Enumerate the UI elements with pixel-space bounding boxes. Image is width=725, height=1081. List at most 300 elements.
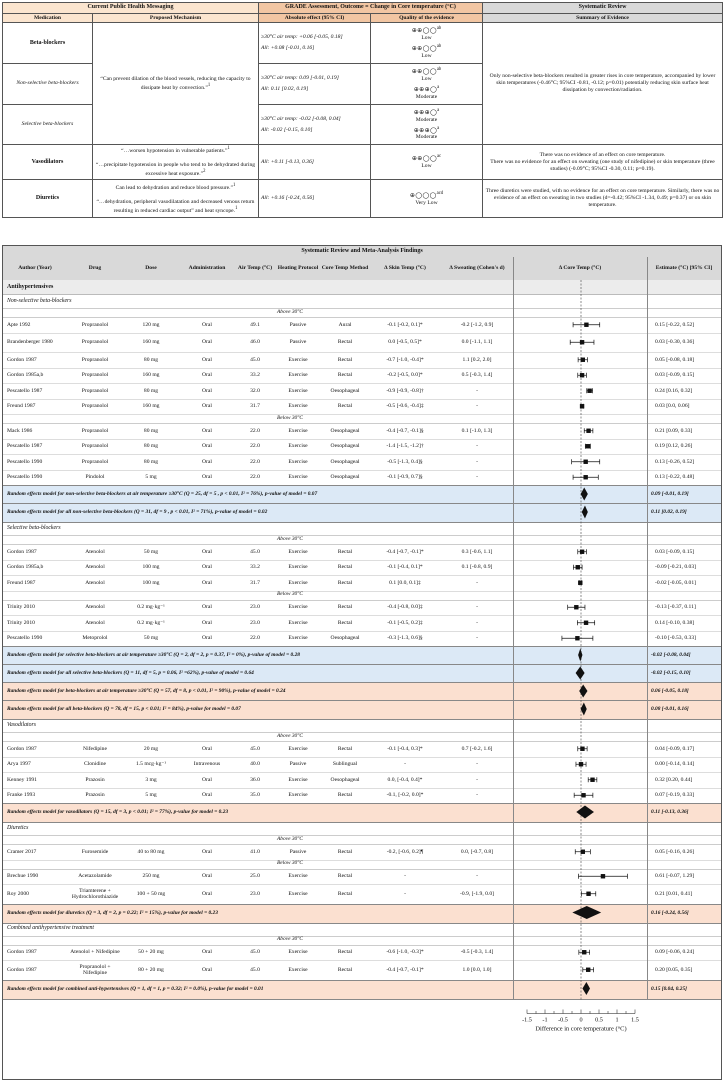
point-estimate xyxy=(584,323,588,327)
x-tick-label: -1 xyxy=(542,1016,548,1024)
cell-air: 23.0 xyxy=(250,890,260,897)
cell-core: Rectal xyxy=(337,339,353,346)
cell-estimate: -0.10 [-0.53, 0.33] xyxy=(655,635,697,642)
point-estimate xyxy=(580,404,584,408)
cell-estimate: 0.21 [0.09, 0.33] xyxy=(655,427,693,434)
point-estimate xyxy=(586,892,590,896)
cell-core: Oesophageal xyxy=(330,427,360,434)
cell-admin: Oral xyxy=(202,873,212,880)
section-label: Vasodilators xyxy=(7,721,36,728)
pooled-diamond xyxy=(581,703,587,716)
x-tick-label: 1 xyxy=(615,1016,619,1024)
cell-drug: Propranolol xyxy=(81,458,109,465)
cell-estimate: 0.03 [-0.30, 0.36] xyxy=(655,339,695,346)
cell-sweat: 1.1 [0.2, 2.0] xyxy=(462,356,492,363)
cell-dose: 160 mg xyxy=(142,372,160,379)
x-tick-label: -0.5 xyxy=(558,1016,568,1024)
med-vasodilators: Vasodilators xyxy=(3,145,93,180)
cell-drug: Metoprolol xyxy=(82,635,108,642)
cell-skin: -0.4 [-0.8, 0.0]‡ xyxy=(387,604,423,611)
cell-skin: -0.1 [-0.4, 0.3]* xyxy=(387,745,423,752)
col-air-temp: Air Temp (°C) xyxy=(237,265,273,272)
col-heating: Heating Protocol xyxy=(277,265,319,272)
figure xyxy=(2,2,722,1033)
cell-admin: Oral xyxy=(202,372,212,379)
pooled-diamond xyxy=(581,488,588,501)
cell-author: Roy 2000 xyxy=(7,890,29,897)
cell-sweat: - xyxy=(476,458,478,465)
cell-drug: Nifedipine xyxy=(83,745,107,752)
cell-estimate: 0.00 [-0.14, 0.14] xyxy=(655,761,695,768)
point-estimate xyxy=(578,581,582,585)
cell-skin: -0.4 [-0.7, -0.1]* xyxy=(386,966,424,973)
cell-skin: -1.4 [-1.5, -1.2]† xyxy=(386,443,424,450)
forest-plot-marks xyxy=(3,246,721,1081)
cell-air: 32.0 xyxy=(250,387,260,394)
point-estimate xyxy=(579,762,583,766)
cell-estimate: 0.07 [-0.19, 0.33] xyxy=(655,792,695,799)
cell-drug: Propranolol xyxy=(81,427,109,434)
cell-sweat: 0.1 [-0.8, 0.9] xyxy=(461,564,493,571)
cell-sweat: - xyxy=(476,619,478,626)
cell-core: Rectal xyxy=(337,848,353,855)
cell-sweat: 0.3 [-0.6, 1.1] xyxy=(461,548,493,555)
beta-mechanism: “Can prevent dilation of the blood vessels, reducing the capacity to dissipate heat by convection.”$^1$ xyxy=(93,23,259,145)
cell-core: Rectal xyxy=(337,949,353,956)
cell-skin: -0.4 [-0.7, -0.1]* xyxy=(386,548,424,555)
vaso-mechanism: “…worsen hypotension in vulnerable patients.”$^1$ “…precipitate hypotension in people who tend to be dehydrated during excessive heat exposure.”$^2$ xyxy=(93,145,259,180)
cell-heat: Passive xyxy=(289,761,307,768)
cell-drug: Furosemide xyxy=(81,848,109,855)
cell-estimate: 0.09 [-0.06, 0.24] xyxy=(655,949,695,956)
cell-air: 22.0 xyxy=(250,443,260,450)
cell-skin: -0.2 [-0.5, 0.0]* xyxy=(387,372,423,379)
point-estimate xyxy=(575,636,579,640)
cell-skin: -0.4 [-0.7, -0.1]§ xyxy=(386,427,424,434)
point-estimate xyxy=(586,968,590,972)
pooled-diamond xyxy=(572,906,601,919)
random-effects-estimate: 0.08 [-0.01, 0.16] xyxy=(651,706,689,713)
col-dose: Dose xyxy=(145,265,157,272)
cell-air: 45.0 xyxy=(250,745,260,752)
med-nonselective: Non-selective beta-blockers xyxy=(3,64,93,105)
cell-admin: Oral xyxy=(202,427,212,434)
cell-skin: -0.7 [-1.0, -0.4]* xyxy=(386,356,424,363)
cell-air: 22.0 xyxy=(250,635,260,642)
cell-estimate: -0.13 [-0.37, 0.11] xyxy=(655,604,696,611)
med-beta-blockers: Beta-blockers xyxy=(3,23,93,64)
cell-sweat: - xyxy=(476,474,478,481)
cell-air: 31.7 xyxy=(250,579,260,586)
cell-sweat: - xyxy=(476,776,478,783)
cell-estimate: 0.24 [0.16, 0.32] xyxy=(655,387,693,394)
col-mechanism: Proposed Mechanism xyxy=(93,13,259,23)
abs-beta-blockers: ≥30°C air temp: +0.06 [-0.05, 0.18] All: +0.08 [-0.01, 0.16] xyxy=(259,23,371,64)
cell-admin: Oral xyxy=(202,949,212,956)
pooled-diamond xyxy=(576,667,585,680)
cell-sweat: -0.2 [-1.2, 0.9] xyxy=(460,321,494,328)
cell-air: 35.0 xyxy=(250,792,260,799)
cell-drug: Prazosin xyxy=(85,792,105,799)
cell-author: Trinity 2010 xyxy=(7,604,35,611)
cell-sweat: -0.9, [-1.9, 0.0] xyxy=(459,890,495,897)
cell-sweat: -0.5 [-0.3, 1.4] xyxy=(460,949,494,956)
beta-summary: Only non-selective beta-blockers resulted in greater rises in core temperature, accompanied by lower skin temperatures (-0.46°C; 95%CI -0.81, -0.12; p=0.01) potentially reducing skin surface heat dissipation by convection/radiation. xyxy=(483,23,723,145)
x-tick-label: 1.5 xyxy=(631,1016,639,1024)
cell-heat: Passive xyxy=(289,848,307,855)
point-estimate xyxy=(581,793,585,797)
random-effects-estimate: 0.09 [-0.01, 0.19] xyxy=(651,491,689,498)
cell-skin: 0.0 [-0.5, 0.5]* xyxy=(388,339,422,346)
temperature-label: Below 30°C xyxy=(277,414,303,421)
cell-core: Rectal xyxy=(337,403,353,410)
cell-drug: Acetazolamide xyxy=(78,873,112,880)
cell-heat: Passive xyxy=(289,321,307,328)
header-grade: GRADE Assessment, Outcome = Change in Core temperature (°C) xyxy=(259,3,483,14)
cell-air: 45.0 xyxy=(250,356,260,363)
cell-skin: - xyxy=(404,761,406,768)
random-effects-label: Random effects model for vasodilators (Q = 15, df = 3, p < 0.01; I² = 77%), p-value for model = 0.23 xyxy=(7,809,229,816)
cell-author: Pescatello 1990 xyxy=(7,474,43,481)
cell-admin: Oral xyxy=(202,579,212,586)
x-tick-label: 0.5 xyxy=(595,1016,603,1024)
cell-estimate: 0.03 [-0.09, 0.15] xyxy=(655,372,695,379)
col-medication: Medication xyxy=(3,13,93,23)
col-author: Author (Year) xyxy=(18,265,52,272)
cell-skin: 0.1 [0.0, 0.1]‡ xyxy=(389,579,421,586)
cell-core: Rectal xyxy=(337,372,353,379)
cell-author: Trinity 2010 xyxy=(7,619,35,626)
cell-air: 23.0 xyxy=(250,604,260,611)
cell-dose: 80 mg xyxy=(143,443,159,450)
random-effects-label: Random effects model for beta-blockers at air temperature ≥30°C (Q = 57, df = 8, p < 0.01, I² = 90%), p-value of model = 0.24 xyxy=(7,688,286,695)
cell-sweat: 0.0, [-0.7, 0.8] xyxy=(460,848,494,855)
cell-core: Rectal xyxy=(337,579,353,586)
cell-heat: Exercise xyxy=(288,579,308,586)
cell-sweat: - xyxy=(476,387,478,394)
cell-admin: Oral xyxy=(202,792,212,799)
cell-skin: -0.5 [-1.3, 0.4]§ xyxy=(387,458,423,465)
cell-drug: Propranolol xyxy=(81,443,109,450)
cell-skin: -0.5 [-0.6, -0.4]‡ xyxy=(386,403,424,410)
cell-core: Oesophageal xyxy=(330,776,360,783)
random-effects-estimate: 0.11 [-0.13, 0.36] xyxy=(651,809,689,816)
random-effects-label: Random effects model for all selective beta-blockers (Q = 11, df = 5, p = 0.06, I² =62%), p-value of model = 0.64 xyxy=(7,670,254,677)
cell-dose: 5 mg xyxy=(145,792,157,799)
cell-dose: 160 mg xyxy=(142,403,160,410)
cell-core: Rectal xyxy=(337,619,353,626)
cell-author: Cramer 2017 xyxy=(7,848,37,855)
column-divider xyxy=(647,257,648,1000)
med-selective: Selective beta-blockers xyxy=(3,104,93,145)
quality-selective: ⊕⊕⊕◯$^a$ Moderate ⊕⊕⊕◯$^a$ Moderate xyxy=(371,104,483,145)
cell-sweat: - xyxy=(476,792,478,799)
cell-estimate: 0.03 [0.0, 0.06] xyxy=(655,403,690,410)
header-public-messaging: Current Public Health Messaging xyxy=(3,3,259,14)
col-core-method: Core Temp Method xyxy=(321,265,369,272)
cell-heat: Exercise xyxy=(288,564,308,571)
cell-air: 25.0 xyxy=(250,873,260,880)
cell-air: 33.2 xyxy=(250,372,260,379)
cell-skin: -0.1 [-0.9, 0.7]§ xyxy=(387,474,423,481)
temperature-label: Above 30°C xyxy=(277,535,303,542)
cell-admin: Oral xyxy=(202,443,212,450)
cell-author: Pescatello 1987 xyxy=(7,387,43,394)
random-effects-label: Random effects model for all non-selective beta-blockers (Q = 31, df = 9 , p < 0.01, I² = 71%), p-value of model = 0.02 xyxy=(7,509,268,516)
cell-heat: Exercise xyxy=(288,372,308,379)
cell-skin: - xyxy=(404,890,406,897)
cell-drug: Propranolol xyxy=(81,321,109,328)
cell-drug: Prazosin xyxy=(85,776,105,783)
cell-sweat: - xyxy=(476,579,478,586)
cell-estimate: 0.15 [-0.22, 0.52] xyxy=(655,321,695,328)
cell-author: Freund 1987 xyxy=(7,403,36,410)
cell-admin: Oral xyxy=(202,458,212,465)
cell-skin: -0.3 [-1.3, 0.6]§ xyxy=(387,635,423,642)
cell-air: 22.0 xyxy=(250,427,260,434)
abs-nonselective: ≥30°C air temp: 0.09 [-0.01, 0.19] All: 0.11 [0.02, 0.19] xyxy=(259,64,371,105)
x-axis-label: Difference in core temperature (°C) xyxy=(535,1025,627,1033)
cell-admin: Intravenous xyxy=(193,761,221,768)
cell-drug: Atenolol xyxy=(85,548,105,555)
cell-author: Pescatello 1987 xyxy=(7,443,43,450)
cell-author: Gordon 1987 xyxy=(7,949,37,956)
cell-dose: 50 + 20 mg xyxy=(138,949,164,956)
cell-heat: Exercise xyxy=(288,604,308,611)
col-administration: Administration xyxy=(188,265,226,272)
random-effects-estimate: 0.16 [-0.24, 0.56] xyxy=(651,909,689,916)
cell-dose: 80 mg xyxy=(143,458,159,465)
point-estimate xyxy=(580,747,584,751)
cell-admin: Oral xyxy=(202,635,212,642)
cell-sweat: - xyxy=(476,761,478,768)
cell-heat: Exercise xyxy=(288,548,308,555)
cell-heat: Exercise xyxy=(288,356,308,363)
random-effects-label: Random effects model for diuretics (Q = 3, df = 2, p = 0.22; I² = 15%), p-value for model = 0.23 xyxy=(7,909,218,916)
temperature-label: Above 30°C xyxy=(277,732,303,739)
quality-vasodilators: ⊕⊕◯◯$^{ac}$ Low xyxy=(371,145,483,180)
cell-drug: Atenolol xyxy=(85,579,105,586)
cell-sweat: - xyxy=(476,873,478,880)
col-estimate: Estimate (°C) [95% CI] xyxy=(655,265,713,272)
cell-air: 46.0 xyxy=(250,339,260,346)
cell-admin: Oral xyxy=(202,776,212,783)
cell-admin: Oral xyxy=(202,966,212,973)
col-quality: Quality of the evidence xyxy=(371,13,483,23)
cell-air: 23.0 xyxy=(250,619,260,626)
temperature-label: Below 30°C xyxy=(277,860,303,867)
cell-author: Kenney 1991 xyxy=(7,776,37,783)
cell-author: Freund 1987 xyxy=(7,579,36,586)
cell-author: Pescatello 1990 xyxy=(7,635,43,642)
cell-skin: -0.9 [-0.9, -0.8]† xyxy=(386,387,424,394)
cell-admin: Oral xyxy=(202,604,212,611)
point-estimate xyxy=(574,605,578,609)
cell-heat: Passive xyxy=(289,339,307,346)
point-estimate xyxy=(586,429,590,433)
cell-heat: Exercise xyxy=(288,745,308,752)
pooled-diamond xyxy=(582,506,588,519)
cell-heat: Exercise xyxy=(288,443,308,450)
cell-drug: Atenolol xyxy=(85,564,105,571)
cell-estimate: 0.20 [0.05, 0.35] xyxy=(655,966,693,973)
point-estimate xyxy=(583,460,587,464)
cell-admin: Oral xyxy=(202,745,212,752)
cell-heat: Exercise xyxy=(288,873,308,880)
cell-dose: 50 mg xyxy=(143,548,159,555)
cell-dose: 100 mg xyxy=(142,564,160,571)
cell-air: 45.0 xyxy=(250,966,260,973)
cell-author: Arya 1997 xyxy=(7,761,31,768)
cell-air: 40.0 xyxy=(250,761,260,768)
cell-air: 49.1 xyxy=(250,321,260,328)
cell-sweat: - xyxy=(476,635,478,642)
col-skin-temp: Δ Skin Temp (°C) xyxy=(384,265,426,272)
cell-skin: -0.2, [-0.6, 0.2]¶ xyxy=(386,848,424,855)
cell-skin: -0.1 [-0.4, 0.1]* xyxy=(387,564,423,571)
cell-dose: 80 mg xyxy=(143,387,159,394)
cell-air: 45.0 xyxy=(250,949,260,956)
cell-dose: 100 mg xyxy=(142,579,160,586)
pooled-diamond xyxy=(582,982,590,995)
cell-drug: Triamterene + Hydrochlorothiazide xyxy=(71,887,119,900)
x-tick-label: 0 xyxy=(579,1016,583,1024)
cell-author: Gordon 1985a,b xyxy=(7,564,44,571)
point-estimate xyxy=(576,565,580,569)
section-label: Diuretics xyxy=(7,824,29,831)
cell-skin: -0.1 [-0.5, 0.2]‡ xyxy=(387,619,423,626)
cell-dose: 1.5 mcg·kg⁻¹ xyxy=(135,761,167,768)
cell-estimate: 0.14 [-0.10, 0.38] xyxy=(655,619,695,626)
cell-core: Rectal xyxy=(337,890,353,897)
temperature-label: Above 30°C xyxy=(277,936,303,943)
cell-sweat: - xyxy=(476,443,478,450)
abs-selective: ≥30°C air temp: -0.02 [-0.08, 0.04] All: -0.02 [-0.15, 0.10] xyxy=(259,104,371,145)
point-estimate xyxy=(586,444,590,448)
section-label: Non-selective beta-blockers xyxy=(7,297,72,304)
cell-sweat: 0.7 [-0.2, 1.6] xyxy=(461,745,493,752)
random-effects-label: Random effects model for all beta-blockers (Q = 78, df = 15, p < 0.01; I² = 84%), p-value for model = 0.07 xyxy=(7,706,241,713)
cell-admin: Oral xyxy=(202,356,212,363)
cell-heat: Exercise xyxy=(288,776,308,783)
cell-admin: Oral xyxy=(202,548,212,555)
cell-skin: -0.6 [-1.0, -0.3]* xyxy=(386,949,424,956)
cell-core: Rectal xyxy=(337,548,353,555)
cell-admin: Oral xyxy=(202,339,212,346)
point-estimate xyxy=(581,358,585,362)
cell-admin: Oral xyxy=(202,403,212,410)
section-label: Selective beta-blockers xyxy=(7,524,61,531)
cell-dose: 50 mg xyxy=(143,635,159,642)
abs-vasodilators: All: +0.11 [-0.13, 0.36] xyxy=(259,145,371,180)
cell-heat: Exercise xyxy=(288,403,308,410)
cell-estimate: 0.19 [0.12, 0.26] xyxy=(655,443,693,450)
cell-admin: Oral xyxy=(202,387,212,394)
cell-air: 45.0 xyxy=(250,548,260,555)
cell-drug: Propranolol xyxy=(81,403,109,410)
cell-author: Gordon 1987 xyxy=(7,548,37,555)
pooled-diamond xyxy=(576,806,594,819)
cell-core: Sublingual xyxy=(332,761,358,768)
cell-dose: 5 mg xyxy=(145,474,157,481)
cell-estimate: -0.02 [-0.05, 0.01] xyxy=(655,579,697,586)
cell-core: Rectal xyxy=(337,792,353,799)
cell-author: Gordon 1985a,b xyxy=(7,372,44,379)
cell-drug: Propranolol xyxy=(81,339,109,346)
temperature-label: Above 30°C xyxy=(277,308,303,315)
diuretic-summary: Three diuretics were studied, with no evidence for an effect on core temperature. Similarly, there was no evidence of an effect on sweating in two studies (d=-0.42; 95%CI -1.34, 0.49; p=0.37) or on skin temperature. xyxy=(483,180,723,218)
cell-air: 22.0 xyxy=(250,474,260,481)
cell-air: 33.2 xyxy=(250,564,260,571)
point-estimate xyxy=(587,389,591,393)
cell-sweat: 0.5 [-0.3, 1.4] xyxy=(461,372,493,379)
cell-estimate: 0.03 [-0.09, 0.15] xyxy=(655,548,695,555)
point-estimate xyxy=(580,340,584,344)
cell-author: Gordon 1987 xyxy=(7,356,37,363)
x-tick-label: -1.5 xyxy=(522,1016,532,1024)
cell-drug: Propranolol xyxy=(81,372,109,379)
random-effects-estimate: 0.11 [0.02, 0.19] xyxy=(651,509,687,516)
cell-sweat: 1.0 [0.0, 1.0] xyxy=(462,966,492,973)
cell-heat: Exercise xyxy=(288,387,308,394)
cell-author: Apte 1992 xyxy=(7,321,31,328)
cell-drug: Pindolol xyxy=(85,474,105,481)
random-effects-estimate: 0.06 [-0.05, 0.18] xyxy=(651,688,689,695)
column-divider xyxy=(513,257,514,1000)
cell-dose: 0.2 mg·kg⁻¹ xyxy=(137,619,165,626)
random-effects-label: Random effects model for non-selective beta-blockers at air temperature ≥30°C (Q = 25, df = 5 , p < 0.01, I² = 76%), p-value of model = 0.07 xyxy=(7,491,318,498)
point-estimate xyxy=(580,550,584,554)
quality-beta-blockers: ⊕⊕◯◯$^{ab}$ Low ⊕⊕◯◯$^{ab}$ Low xyxy=(371,23,483,64)
cell-drug: Propranolol + Nifedipine xyxy=(79,963,111,976)
cell-admin: Oral xyxy=(202,474,212,481)
point-estimate xyxy=(581,850,585,854)
abs-diuretics: All: +0.16 [-0.24, 0.56] xyxy=(259,180,371,218)
cell-admin: Oral xyxy=(202,321,212,328)
vaso-summary: There was no evidence of an effect on core temperature. There was no evidence for an effect on sweating (one study of nifedipine) or skin temperature (three studies) (-0.09°C; 95%CI -0.30, 0.11; p=0.19). xyxy=(483,145,723,180)
col-summary: Summary of Evidence xyxy=(483,13,723,23)
cell-admin: Oral xyxy=(202,848,212,855)
cell-dose: 250 mg xyxy=(142,873,160,880)
cell-core: Oesophageal xyxy=(330,458,360,465)
cell-author: Brechue 1990 xyxy=(7,873,39,880)
cell-heat: Exercise xyxy=(288,635,308,642)
cell-estimate: 0.13 [-0.26, 0.52] xyxy=(655,458,695,465)
cell-core: Rectal xyxy=(337,356,353,363)
cell-estimate: 0.05 [-0.16, 0.26] xyxy=(655,848,695,855)
col-drug: Drug xyxy=(88,265,102,272)
cell-heat: Exercise xyxy=(288,619,308,626)
cell-heat: Exercise xyxy=(288,474,308,481)
cell-admin: Oral xyxy=(202,890,212,897)
cell-air: 31.7 xyxy=(250,403,260,410)
pooled-diamond xyxy=(578,649,582,662)
cell-heat: Exercise xyxy=(288,966,308,973)
point-estimate xyxy=(582,950,586,954)
random-effects-label: Random effects model for selective beta-blockers at air temperature ≥30°C (Q = 2, df = 2, p = 0.37, I² = 0%), p-value of model = 0.28 xyxy=(7,652,300,659)
cell-drug: Propranolol xyxy=(81,387,109,394)
cell-author: Brandenberger 1980 xyxy=(7,339,53,346)
cell-skin: -0.1 [-0.2, 0.1]* xyxy=(387,321,423,328)
cell-sweat: 0.0 [-1.1, 1.1] xyxy=(461,339,493,346)
cell-drug: Atenolol xyxy=(85,619,105,626)
cell-core: Rectal xyxy=(337,873,353,880)
cell-heat: Exercise xyxy=(288,458,308,465)
cell-estimate: 0.04 [-0.09, 0.17] xyxy=(655,745,695,752)
cell-core: Rectal xyxy=(337,745,353,752)
point-estimate xyxy=(590,778,594,782)
cell-author: Franke 1993 xyxy=(7,792,36,799)
